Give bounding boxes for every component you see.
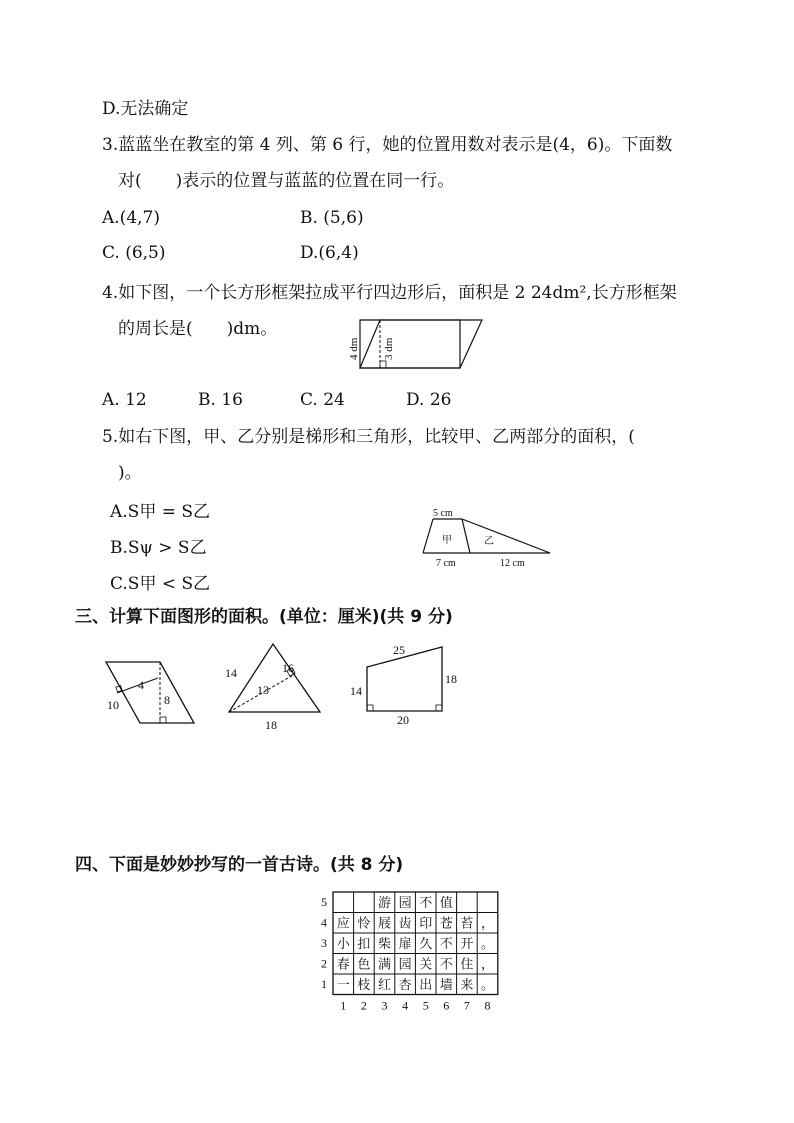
- q3-text-line2: 对( )表示的位置与蓝蓝的位置在同一行。: [118, 171, 455, 191]
- trapezoid-base-label: 20: [397, 713, 409, 727]
- q3-option-b: B. (5,6): [300, 208, 364, 228]
- poem-cell: 苍: [439, 915, 453, 931]
- poem-row-label: 4: [321, 915, 327, 930]
- poem-cell: 。: [480, 936, 495, 951]
- poem-cell: 出: [419, 977, 433, 992]
- poem-cell: 来: [460, 977, 474, 992]
- poem-cell: 园: [398, 895, 412, 910]
- q5-option-a: A.S甲 = S乙: [110, 502, 211, 522]
- poem-col-label: 4: [402, 998, 409, 1013]
- poem-col-label: 1: [340, 998, 347, 1013]
- poem-cell: 柴: [377, 936, 392, 951]
- poem-cell: 齿: [398, 915, 412, 931]
- q5-left-bottom-label: 7 cm: [436, 558, 456, 569]
- poem-col-label: 3: [381, 998, 388, 1013]
- poem-cell: 。: [480, 977, 495, 992]
- poem-cell: 满: [377, 956, 392, 972]
- q4-option-b: B. 16: [198, 390, 243, 410]
- poem-col-label: 8: [484, 998, 491, 1013]
- q5-option-b: B.Sψ > S乙: [110, 538, 207, 558]
- poem-cell: 红: [377, 977, 392, 992]
- q5-region-b: 乙: [484, 536, 494, 547]
- q4-option-a: A. 12: [102, 390, 147, 410]
- poem-row-label: 5: [321, 895, 327, 909]
- section3-triangle: [222, 640, 332, 740]
- q3-option-c: C. (6,5): [102, 243, 166, 263]
- poem-cell: 园: [398, 956, 412, 972]
- poem-cell: 墙: [439, 977, 453, 992]
- trapezoid-left-label: 14: [350, 684, 362, 698]
- q4-option-c: C. 24: [300, 390, 345, 410]
- poem-cell: 扉: [398, 936, 412, 951]
- poem-cell: 扣: [357, 936, 371, 951]
- q3-option-a: A.(4,7): [102, 208, 160, 228]
- section3-trapezoid: [345, 638, 465, 728]
- q5-top-label: 5 cm: [433, 508, 453, 519]
- poem-cell: 春: [336, 956, 350, 972]
- poem-cell: 游: [377, 895, 392, 910]
- q5-text-line1: 5.如右下图，甲、乙分别是梯形和三角形，比较甲、乙两部分的面积，(: [102, 427, 635, 447]
- q4-side-label: 4 dm: [348, 337, 360, 360]
- poem-col-label: 2: [360, 998, 367, 1013]
- poem-cell: 不: [439, 956, 453, 972]
- poem-cell: 久: [419, 936, 433, 951]
- q4-figure: [340, 310, 480, 370]
- q2-option-d: D.无法确定: [102, 99, 189, 119]
- parallelogram-height2-label: 8: [164, 693, 170, 707]
- q4-option-d: D. 26: [406, 390, 452, 410]
- poem-cell: ，: [480, 956, 495, 972]
- poem-cell: 关: [419, 956, 433, 972]
- q4-text-line2: 的周长是( )dm。: [118, 319, 278, 339]
- poem-cell: 住: [460, 956, 474, 972]
- poem-cell: 怜: [357, 915, 371, 931]
- poem-row-label: 3: [321, 936, 327, 950]
- q5-option-c: C.S甲 < S乙: [110, 574, 211, 594]
- q3-option-d: D.(6,4): [300, 243, 359, 263]
- poem-cell: 色: [357, 956, 371, 972]
- poem-col-label: 5: [422, 998, 429, 1013]
- triangle-right-label: 16: [282, 661, 294, 675]
- parallelogram-side-label: 10: [107, 698, 119, 712]
- triangle-height-label: 13: [257, 683, 269, 697]
- q5-region-a: 甲: [442, 535, 452, 546]
- section3-title: 三、计算下面图形的面积。(单位：厘米)(共 9 分): [75, 607, 453, 627]
- poem-cell: 苔: [460, 915, 474, 931]
- section4-title: 四、下面是妙妙抄写的一首古诗。(共 8 分): [75, 855, 404, 875]
- poem-cell: 杏: [398, 977, 412, 992]
- poem-cell: 一: [336, 977, 350, 992]
- poem-cell: 不: [439, 936, 453, 951]
- poem-row-label: 2: [321, 956, 327, 971]
- poem-cell: 值: [439, 895, 453, 910]
- q4-height-label: 3 dm: [383, 337, 395, 360]
- poem-cell: 印: [419, 915, 433, 931]
- q3-text-line1: 3.蓝蓝坐在教室的第 4 列、第 6 行，她的位置用数对表示是(4，6)。下面数: [102, 135, 673, 155]
- poem-cell: 屐: [377, 915, 392, 931]
- poem-cell: ，: [480, 915, 495, 931]
- parallelogram-height1-label: 4: [138, 678, 144, 692]
- section3-parallelogram: [100, 660, 200, 740]
- poem-col-label: 6: [443, 998, 450, 1013]
- poem-col-label: 7: [463, 998, 470, 1013]
- poem-cell: 小: [336, 936, 350, 951]
- trapezoid-right-label: 18: [445, 672, 457, 686]
- q5-figure: [415, 505, 565, 570]
- poem-cell: 枝: [357, 977, 371, 992]
- poem-cell: 应: [336, 915, 350, 931]
- poem-cell: 不: [419, 895, 433, 910]
- q5-text-line2: )。: [118, 463, 142, 483]
- trapezoid-top-label: 25: [393, 643, 405, 657]
- poem-row-label: 1: [321, 977, 327, 991]
- triangle-base-label: 18: [265, 718, 277, 732]
- q4-text-line1: 4.如下图，一个长方形框架拉成平行四边形后，面积是 2 24dm²,长方形框架: [102, 283, 677, 303]
- triangle-left-label: 14: [225, 666, 237, 680]
- poem-cell: 开: [460, 936, 474, 951]
- q5-right-bottom-label: 12 cm: [500, 558, 525, 569]
